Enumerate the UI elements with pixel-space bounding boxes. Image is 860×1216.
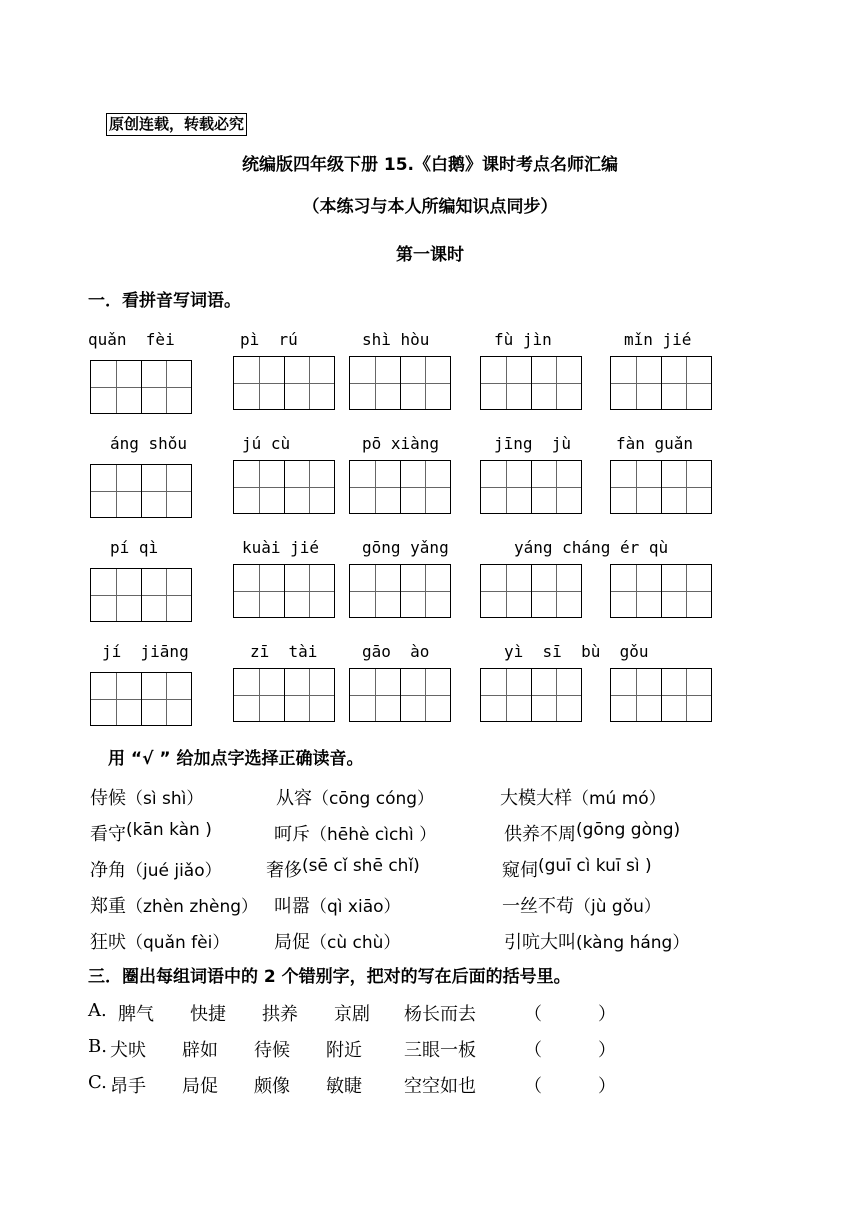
word-to-read: 窥伺 (502, 860, 538, 881)
pinyin-options[interactable]: （jù gǒu） (574, 897, 661, 917)
pinyin-prompt: yáng cháng ér qù (514, 538, 669, 557)
pinyin-prompt: yì sī bù gǒu (504, 642, 649, 661)
pinyin-options[interactable]: （cōng cóng） (312, 789, 435, 809)
word-item: 待候 (254, 1040, 290, 1061)
word-to-read: 郑重 (90, 896, 126, 917)
answer-bracket[interactable]: （ (524, 1076, 542, 1097)
word-item: 犬吠 (110, 1040, 146, 1061)
tianzige-writing-box[interactable] (349, 460, 451, 514)
word-item: 颇像 (254, 1076, 290, 1097)
lesson-label: 第一课时 (396, 245, 464, 265)
word-to-read: 引吭大叫 (504, 932, 576, 953)
pinyin-prompt: fù jìn (494, 330, 552, 349)
word-to-read: 局促 (274, 932, 310, 953)
pinyin-options[interactable]: (kān kàn ) (126, 820, 212, 840)
tianzige-writing-box[interactable] (349, 668, 451, 722)
word-item: 辟如 (182, 1040, 218, 1061)
pinyin-prompt: áng shǒu (110, 434, 188, 453)
word-item: 空空如也 (404, 1076, 476, 1097)
tianzige-writing-box[interactable] (349, 564, 451, 618)
tianzige-writing-box[interactable] (480, 668, 582, 722)
tianzige-writing-box[interactable] (349, 356, 451, 410)
pinyin-options[interactable]: （hēhè cìchì ） (310, 825, 437, 845)
pinyin-prompt: pō xiàng (362, 434, 440, 453)
row-label: C. (88, 1072, 107, 1093)
pinyin-options[interactable]: (sē cǐ shē chǐ) (302, 856, 420, 876)
word-item: 京剧 (334, 1004, 370, 1025)
tianzige-writing-box[interactable] (610, 564, 712, 618)
word-item: 附近 (326, 1040, 362, 1061)
word-to-read: 大模大样 (500, 788, 572, 809)
tianzige-writing-box[interactable] (90, 464, 192, 518)
pinyin-prompt: fàn guǎn (616, 434, 694, 453)
word-to-read: 从容 (276, 788, 312, 809)
tianzige-writing-box[interactable] (233, 356, 335, 410)
tianzige-writing-box[interactable] (480, 460, 582, 514)
pinyin-prompt: jí jiāng (102, 642, 189, 661)
pinyin-prompt: jīng jù (494, 434, 572, 453)
word-to-read: 狂吠 (90, 932, 126, 953)
tianzige-writing-box[interactable] (233, 460, 335, 514)
pinyin-options[interactable]: （zhèn zhèng） (126, 897, 259, 917)
word-item: 昂手 (110, 1076, 146, 1097)
tianzige-writing-box[interactable] (233, 668, 335, 722)
word-item: 拱养 (262, 1004, 298, 1025)
word-to-read: 奢侈 (266, 860, 302, 881)
word-to-read: 看守 (90, 824, 126, 845)
pinyin-options[interactable]: （quǎn fèi） (126, 933, 230, 953)
tianzige-writing-box[interactable] (480, 356, 582, 410)
answer-bracket[interactable]: （ (524, 1040, 542, 1061)
tianzige-writing-box[interactable] (90, 568, 192, 622)
pinyin-options[interactable]: (kàng háng） (576, 933, 690, 953)
answer-bracket[interactable]: （ (524, 1004, 542, 1025)
copyright-stamp: 原创连载，转载必究 (106, 113, 247, 136)
word-item: 杨长而去 (404, 1004, 476, 1025)
pinyin-options[interactable]: (guī cì kuī sì ) (538, 856, 652, 876)
tianzige-writing-box[interactable] (90, 672, 192, 726)
section3-heading: 三．圈出每组词语中的 2 个错别字，把对的写在后面的括号里。 (88, 967, 571, 987)
tianzige-writing-box[interactable] (610, 356, 712, 410)
pinyin-prompt: pì rú (240, 330, 298, 349)
pinyin-options[interactable]: （sì shì） (126, 789, 204, 809)
pinyin-prompt: jú cù (242, 434, 291, 453)
tianzige-writing-box[interactable] (480, 564, 582, 618)
word-to-read: 呵斥 (274, 824, 310, 845)
section2-heading: 用 “√ ” 给加点字选择正确读音。 (108, 749, 364, 769)
worksheet-title: 统编版四年级下册 15.《白鹅》课时考点名师汇编 (241, 155, 619, 175)
pinyin-options[interactable]: （mú mó） (572, 789, 666, 809)
word-item: 敏睫 (326, 1076, 362, 1097)
word-to-read: 一丝不苟 (502, 896, 574, 917)
word-item: 快捷 (190, 1004, 226, 1025)
answer-bracket[interactable]: ） (598, 1040, 616, 1061)
pinyin-prompt: gōng yǎng (362, 538, 449, 557)
answer-bracket[interactable]: ） (598, 1004, 616, 1025)
word-item: 脾气 (118, 1004, 154, 1025)
word-to-read: 侍候 (90, 788, 126, 809)
pinyin-prompt: gāo ào (362, 642, 430, 661)
pinyin-prompt: pí qì (110, 538, 159, 557)
row-label: A. (88, 1000, 107, 1021)
pinyin-options[interactable]: （qì xiāo） (310, 897, 401, 917)
pinyin-options[interactable]: （jué jiǎo） (126, 861, 222, 881)
answer-bracket[interactable]: ） (598, 1076, 616, 1097)
pinyin-prompt: zī tài (250, 642, 318, 661)
pinyin-options[interactable]: (gōng gòng) (576, 820, 681, 840)
pinyin-prompt: mǐn jié (624, 330, 692, 349)
section1-heading: 一．看拼音写词语。 (88, 291, 241, 311)
pinyin-options[interactable]: （cù chù） (310, 933, 401, 953)
pinyin-prompt: kuài jié (242, 538, 320, 557)
tianzige-writing-box[interactable] (90, 360, 192, 414)
pinyin-prompt: shì hòu (362, 330, 430, 349)
tianzige-writing-box[interactable] (233, 564, 335, 618)
word-item: 局促 (182, 1076, 218, 1097)
word-to-read: 净角 (90, 860, 126, 881)
word-to-read: 叫嚣 (274, 896, 310, 917)
tianzige-writing-box[interactable] (610, 460, 712, 514)
tianzige-writing-box[interactable] (610, 668, 712, 722)
word-to-read: 供养不周 (504, 824, 576, 845)
row-label: B. (88, 1036, 107, 1057)
pinyin-prompt: quǎn fèi (88, 330, 175, 349)
worksheet-subtitle: （本练习与本人所编知识点同步） (302, 197, 558, 217)
word-item: 三眼一板 (404, 1040, 476, 1061)
